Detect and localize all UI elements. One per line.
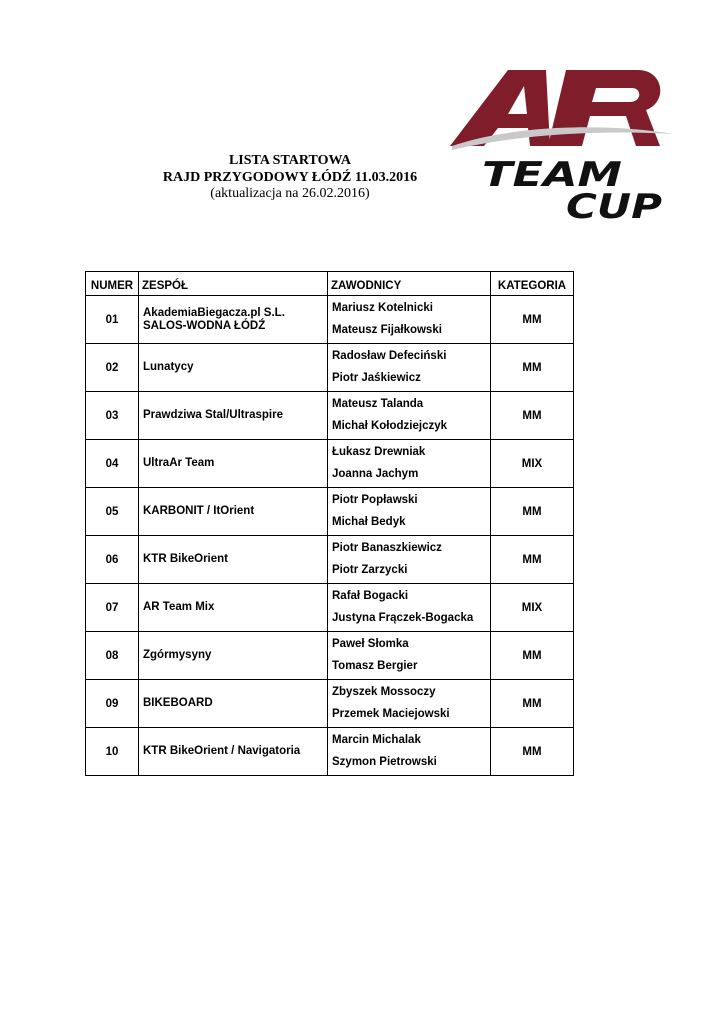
racer-name: Paweł Słomka bbox=[332, 638, 409, 650]
racer-name: Szymon Pietrowski bbox=[332, 755, 437, 768]
team-number: 06 bbox=[86, 536, 139, 584]
team-category: MIX bbox=[491, 440, 574, 488]
team-name: BIKEBOARD bbox=[139, 680, 328, 728]
team-name: Lunatycy bbox=[139, 344, 328, 392]
racers-cell bbox=[328, 344, 491, 392]
racers-cell bbox=[328, 296, 491, 344]
team-category: MM bbox=[491, 344, 574, 392]
racer-name: Piotr Banaszkiewicz bbox=[332, 542, 442, 554]
logo-team-text: TEAM bbox=[482, 155, 623, 195]
team-category: MM bbox=[491, 488, 574, 536]
team-category: MM bbox=[491, 296, 574, 344]
team-number: 04 bbox=[86, 440, 139, 488]
racers-cell bbox=[328, 392, 491, 440]
column-header-racers: ZAWODNICY bbox=[328, 272, 491, 296]
racer-name: Tomasz Bergier bbox=[332, 659, 418, 672]
racer-name: Michał Kołodziejczyk bbox=[332, 419, 448, 432]
team-category: MIX bbox=[491, 584, 574, 632]
team-number: 09 bbox=[86, 680, 139, 728]
list-title: LISTA STARTOWA bbox=[228, 153, 352, 168]
ar-team-cup-logo bbox=[450, 64, 674, 222]
update-note: (aktualizacja na 26.02.2016) bbox=[210, 186, 370, 201]
team-name: KTR BikeOrient bbox=[139, 536, 328, 584]
team-number: 02 bbox=[86, 344, 139, 392]
racer-name: Przemek Maciejowski bbox=[332, 707, 450, 720]
team-number: 01 bbox=[86, 296, 139, 344]
racer-name: Joanna Jachym bbox=[332, 467, 419, 480]
team-name: Zgórmysyny bbox=[139, 632, 328, 680]
team-name: Prawdziwa Stal/Ultraspire bbox=[139, 392, 328, 440]
racer-name: Piotr Jaśkiewicz bbox=[332, 371, 421, 384]
racer-name: Michał Bedyk bbox=[332, 515, 406, 528]
team-number: 08 bbox=[86, 632, 139, 680]
column-header-number: NUMER bbox=[86, 272, 139, 296]
team-number: 10 bbox=[86, 728, 139, 776]
document-header bbox=[130, 153, 450, 203]
racers-cell bbox=[328, 728, 491, 776]
table-row bbox=[86, 344, 574, 392]
racer-name: Marcin Michalak bbox=[332, 734, 421, 746]
racer-name: Rafał Bogacki bbox=[332, 590, 409, 602]
racers-cell bbox=[328, 584, 491, 632]
table-row bbox=[86, 632, 574, 680]
racer-name: Piotr Popławski bbox=[332, 494, 418, 506]
team-number: 05 bbox=[86, 488, 139, 536]
racers-cell bbox=[328, 488, 491, 536]
column-header-category: KATEGORIA bbox=[491, 272, 574, 296]
table-row bbox=[86, 536, 574, 584]
team-number: 03 bbox=[86, 392, 139, 440]
racer-name: Piotr Zarzycki bbox=[332, 563, 408, 576]
racer-name: Mateusz Talanda bbox=[332, 398, 424, 410]
team-category: MM bbox=[491, 728, 574, 776]
racers-cell bbox=[328, 440, 491, 488]
racer-name: Radosław Defeciński bbox=[332, 350, 447, 362]
racer-name: Zbyszek Mossoczy bbox=[332, 686, 436, 698]
team-name: KARBONIT / ItOrient bbox=[139, 488, 328, 536]
racers-cell bbox=[328, 536, 491, 584]
table-row bbox=[86, 488, 574, 536]
table-row bbox=[86, 728, 574, 776]
logo-cup-text: CUP bbox=[566, 187, 663, 222]
team-category: MM bbox=[491, 680, 574, 728]
team-name: AkademiaBiegacza.pl S.L. SALOS-WODNA ŁÓDŹ bbox=[139, 296, 328, 344]
racer-name: Łukasz Drewniak bbox=[332, 446, 426, 458]
start-list-table bbox=[85, 271, 574, 776]
table-row bbox=[86, 296, 574, 344]
team-category: MM bbox=[491, 536, 574, 584]
racer-name: Mariusz Kotelnicki bbox=[332, 302, 433, 314]
table-row bbox=[86, 680, 574, 728]
event-title: RAJD PRZYGODOWY ŁÓDŹ 11.03.2016 bbox=[162, 169, 418, 185]
table-row bbox=[86, 584, 574, 632]
team-number: 07 bbox=[86, 584, 139, 632]
racers-cell bbox=[328, 632, 491, 680]
team-category: MM bbox=[491, 632, 574, 680]
table-row bbox=[86, 392, 574, 440]
racer-name: Justyna Frączek-Bogacka bbox=[332, 611, 474, 624]
table-header-row bbox=[86, 272, 574, 296]
team-name: AR Team Mix bbox=[139, 584, 328, 632]
logo-r-shape bbox=[548, 70, 660, 146]
column-header-team: ZESPÓŁ bbox=[139, 272, 328, 296]
team-name: UltraAr Team bbox=[139, 440, 328, 488]
team-name: KTR BikeOrient / Navigatoria bbox=[139, 728, 328, 776]
team-category: MM bbox=[491, 392, 574, 440]
racers-cell bbox=[328, 680, 491, 728]
table-row bbox=[86, 440, 574, 488]
racer-name: Mateusz Fijałkowski bbox=[332, 323, 442, 336]
